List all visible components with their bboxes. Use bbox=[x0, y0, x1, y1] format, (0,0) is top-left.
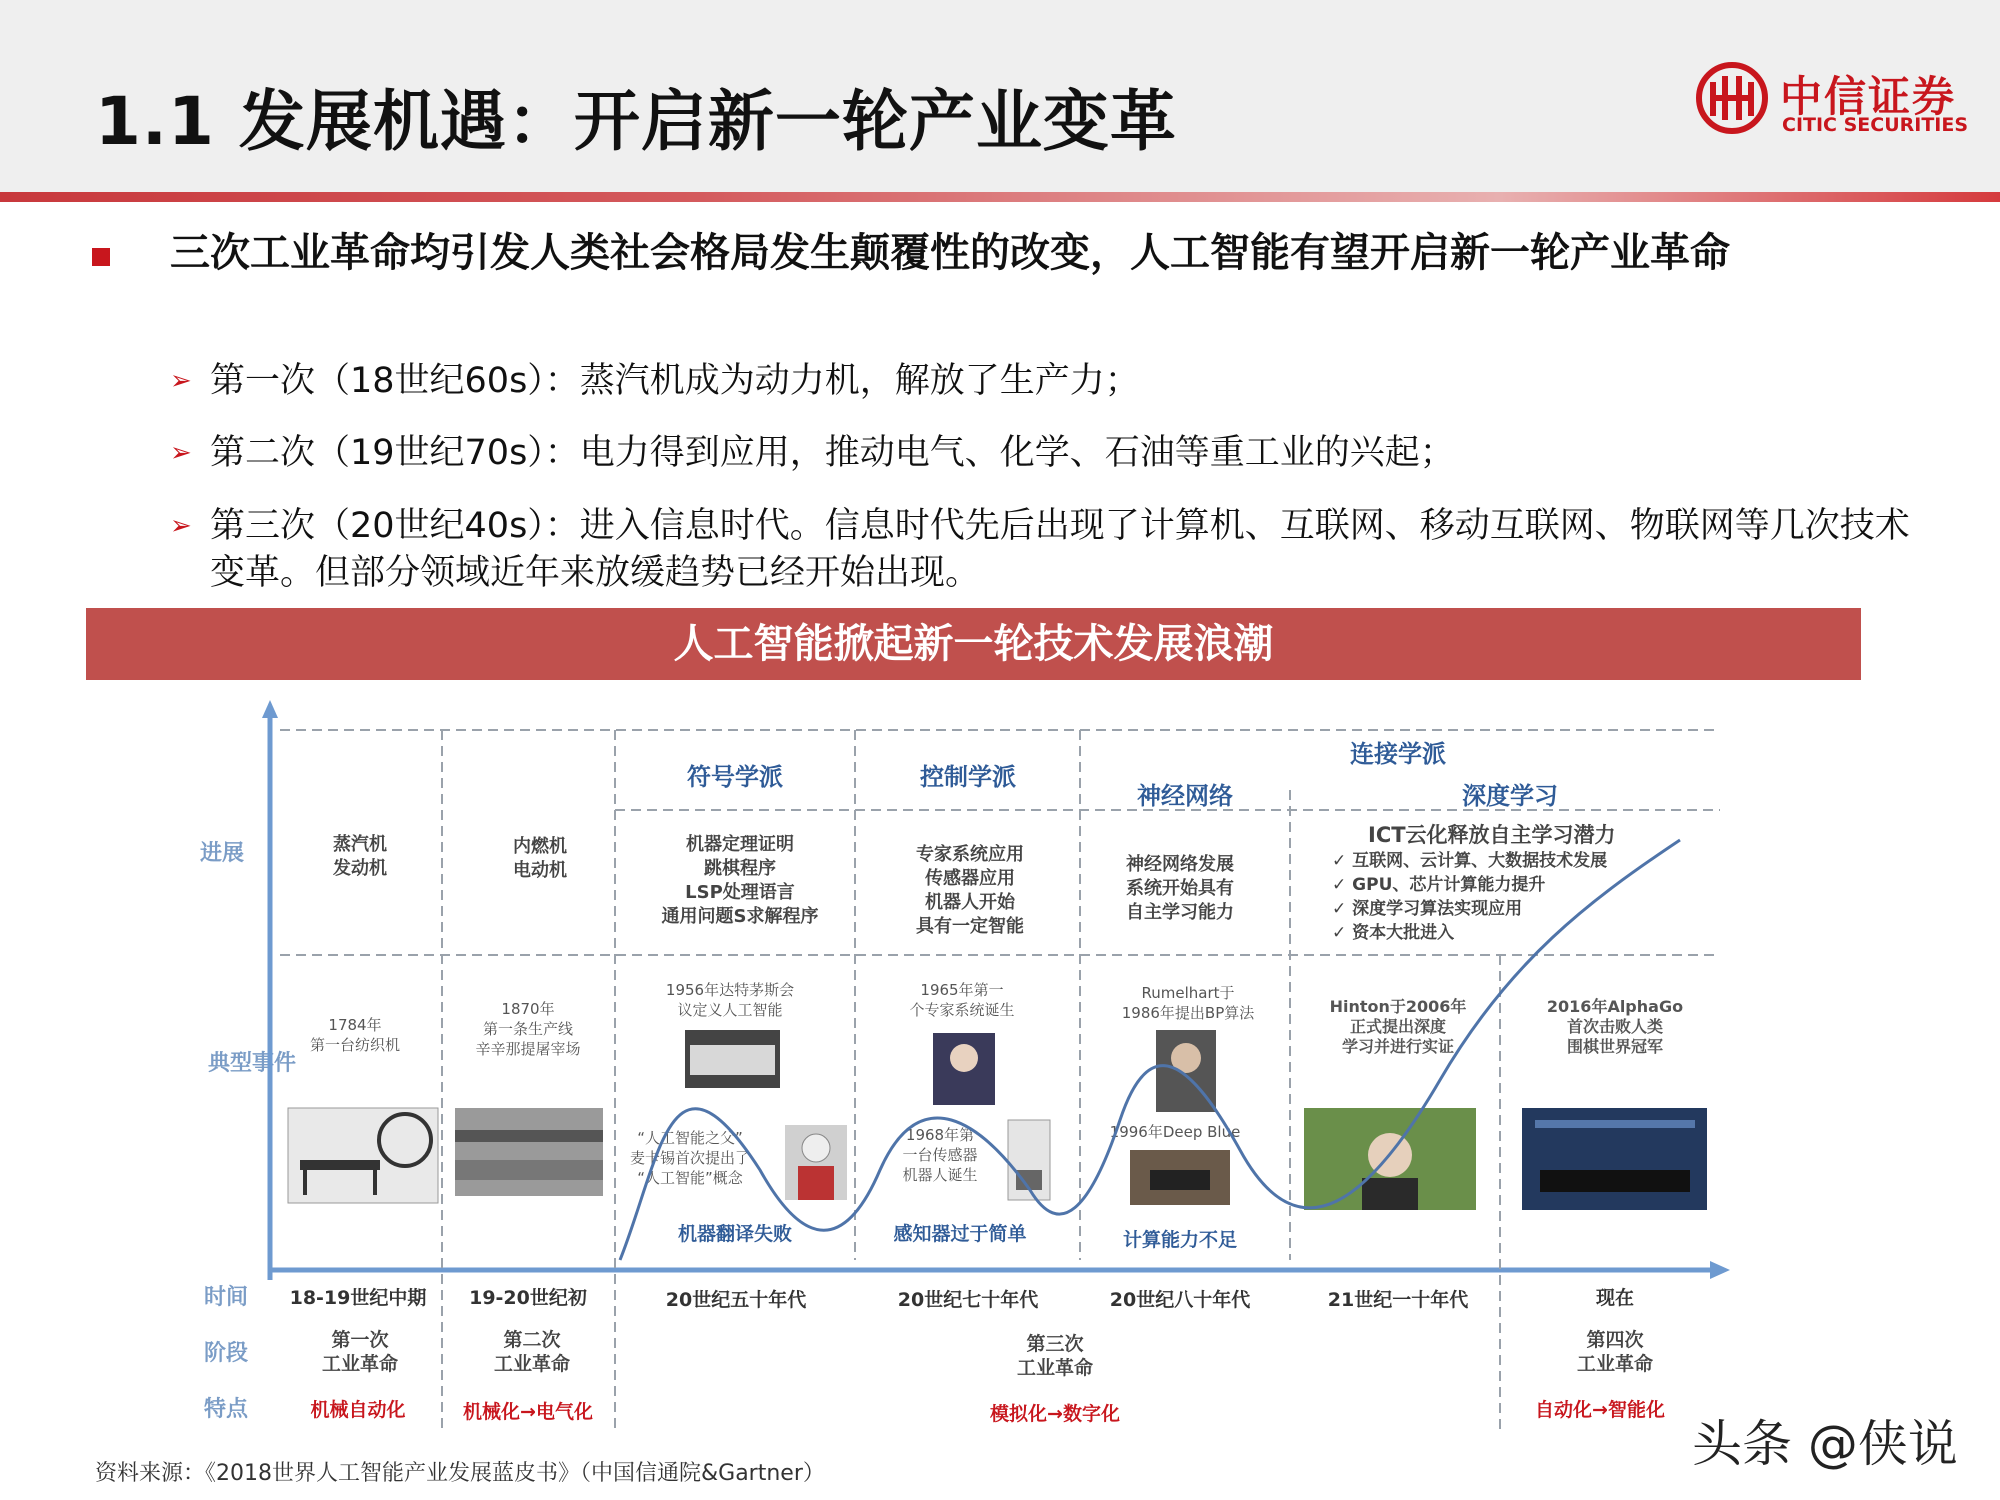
square-bullet-icon bbox=[92, 248, 110, 266]
school-symbolic: 符号学派 bbox=[687, 763, 783, 791]
ai-timeline-diagram bbox=[190, 700, 1750, 1430]
assembly-line-photo bbox=[455, 1108, 603, 1196]
row-label-feature: 特点 bbox=[204, 1397, 249, 1422]
progress-c1-l1: 蒸汽机 bbox=[333, 834, 387, 855]
feature-4: 自动化→智能化 bbox=[1535, 1399, 1665, 1421]
progress-c3-l4: 通用问题S求解程序 bbox=[661, 906, 819, 927]
mccarthy-photo bbox=[785, 1125, 847, 1200]
progress-c5-l1: 神经网络发展 bbox=[1126, 854, 1234, 875]
stage-4-l1: 第四次 bbox=[1586, 1329, 1644, 1351]
deep-blue-photo bbox=[1130, 1150, 1230, 1205]
event-3b-l2: 麦卡锡首次提出了 bbox=[629, 1149, 751, 1167]
page-title: 1.1 发展机遇：开启新一轮产业变革 bbox=[95, 83, 1177, 160]
main-point: 三次工业革命均引发人类社会格局发生颠覆性的改变，人工智能有望开启新一轮产业革命 bbox=[170, 230, 1730, 276]
progress-c6-item-2: ✓ GPU、芯片计算能力提升 bbox=[1332, 875, 1546, 895]
progress-c1-l2: 发动机 bbox=[333, 858, 387, 879]
header-divider bbox=[0, 192, 2000, 202]
row-label-time: 时间 bbox=[204, 1285, 249, 1310]
event-2-l1: 1870年 bbox=[501, 1000, 555, 1018]
event-5b: 1996年Deep Blue bbox=[1109, 1123, 1241, 1141]
event-1-l1: 1784年 bbox=[328, 1016, 382, 1034]
event-6-l2: 正式提出深度 bbox=[1349, 1017, 1447, 1036]
event-7-l1: 2016年AlphaGo bbox=[1546, 997, 1684, 1016]
row-label-progress: 进展 bbox=[200, 841, 245, 866]
progress-c6-item-4: ✓ 资本大批进入 bbox=[1332, 923, 1455, 943]
time-5: 20世纪八十年代 bbox=[1109, 1289, 1251, 1311]
event-4b-l2: 一台传感器 bbox=[902, 1146, 978, 1164]
citic-logo-icon bbox=[1696, 62, 1768, 134]
progress-c3-l2: 跳棋程序 bbox=[704, 858, 776, 879]
feature-3: 模拟化→数字化 bbox=[990, 1403, 1120, 1425]
section-banner bbox=[86, 608, 1861, 680]
progress-c6-item-3: ✓ 深度学习算法实现应用 bbox=[1332, 899, 1523, 919]
progress-c2-l1: 内燃机 bbox=[513, 836, 567, 857]
dartmouth-building-photo bbox=[685, 1030, 780, 1088]
school-connection: 连接学派 bbox=[1350, 740, 1446, 768]
alphago-photo bbox=[1522, 1108, 1707, 1210]
axis-arrow-right-icon bbox=[1710, 1261, 1730, 1279]
feature-2: 机械化→电气化 bbox=[463, 1401, 593, 1423]
progress-c3-l3: LSP处理语言 bbox=[685, 882, 795, 903]
banner-title: 人工智能掀起新一轮技术发展浪潮 bbox=[673, 621, 1274, 667]
progress-c3-l1: 机器定理证明 bbox=[686, 834, 794, 855]
progress-c5-l2: 系统开始具有 bbox=[1126, 878, 1234, 899]
row-label-events: 典型事件 bbox=[208, 1051, 297, 1076]
watermark: 头条 @侠说 bbox=[1692, 1415, 1958, 1473]
arrow-bullet-icon: ➢ bbox=[170, 366, 192, 396]
event-3b-l1: “人工智能之父” bbox=[637, 1129, 743, 1147]
event-7-l2: 首次击败人类 bbox=[1566, 1017, 1664, 1036]
source-note: 资料来源：《2018世界人工智能产业发展蓝皮书》（中国信通院&Gartner） bbox=[95, 1461, 825, 1486]
event-4-l1: 1965年第一 bbox=[920, 981, 1004, 999]
row-label-stage: 阶段 bbox=[204, 1341, 249, 1366]
expert-system-person-photo bbox=[933, 1033, 995, 1105]
loom-photo bbox=[288, 1108, 438, 1203]
event-1-l2: 第一台纺织机 bbox=[309, 1036, 401, 1054]
progress-c6-item-1: ✓ 互联网、云计算、大数据技术发展 bbox=[1332, 851, 1608, 871]
progress-c2-l2: 电动机 bbox=[513, 860, 567, 881]
time-2: 19-20世纪初 bbox=[469, 1287, 587, 1309]
event-2-l2: 第一条生产线 bbox=[482, 1020, 574, 1038]
setback-machine-translation: 机器翻译失败 bbox=[677, 1223, 793, 1245]
time-3: 20世纪五十年代 bbox=[665, 1289, 807, 1311]
event-3-l2: 议定义人工智能 bbox=[677, 1001, 783, 1019]
stage-3-l2: 工业革命 bbox=[1016, 1357, 1094, 1379]
progress-c4-l1: 专家系统应用 bbox=[916, 844, 1024, 865]
time-4: 20世纪七十年代 bbox=[897, 1289, 1039, 1311]
event-5-l1: Rumelhart于 bbox=[1141, 984, 1235, 1002]
time-1: 18-19世纪中期 bbox=[289, 1287, 427, 1309]
stage-2-l1: 第二次 bbox=[503, 1329, 561, 1351]
citic-logo bbox=[1696, 62, 1978, 142]
event-3-l1: 1956年达特茅斯会 bbox=[665, 981, 795, 999]
hinton-photo bbox=[1304, 1108, 1476, 1210]
stage-2-l2: 工业革命 bbox=[493, 1353, 571, 1375]
progress-c5-l3: 自主学习能力 bbox=[1126, 902, 1234, 923]
event-5-l2: 1986年提出BP算法 bbox=[1121, 1004, 1255, 1022]
progress-c6-title: ICT云化释放自主学习潜力 bbox=[1368, 823, 1616, 847]
arrow-bullet-icon: ➢ bbox=[170, 438, 192, 468]
stage-4-l2: 工业革命 bbox=[1576, 1353, 1654, 1375]
time-6: 21世纪一十年代 bbox=[1327, 1289, 1469, 1311]
arrow-bullet-icon: ➢ bbox=[170, 511, 192, 541]
axis-arrow-up-icon bbox=[262, 700, 278, 718]
school-neural-network: 神经网络 bbox=[1137, 782, 1233, 810]
logo-english-name: CITIC SECURITIES bbox=[1782, 114, 1969, 136]
sub-point-text: 第一次（18世纪60s）：蒸汽机成为动力机，解放了生产力； bbox=[210, 361, 1140, 401]
stage-3-l1: 第三次 bbox=[1026, 1333, 1084, 1355]
event-3b-l3: “人工智能”概念 bbox=[637, 1169, 743, 1187]
time-7: 现在 bbox=[1595, 1287, 1635, 1309]
logo-chinese-name: 中信证券 bbox=[1780, 72, 1957, 121]
event-4b-l3: 机器人诞生 bbox=[902, 1166, 978, 1184]
stage-1-l2: 工业革命 bbox=[321, 1353, 399, 1375]
event-6-l3: 学习并进行实证 bbox=[1341, 1037, 1455, 1056]
sub-point-text: 第二次（19世纪70s）：电力得到应用，推动电气、化学、石油等重工业的兴起； bbox=[210, 433, 1455, 473]
event-4-l2: 个专家系统诞生 bbox=[909, 1001, 1015, 1019]
setback-perceptron: 感知器过于简单 bbox=[893, 1223, 1027, 1245]
event-6-l1: Hinton于2006年 bbox=[1329, 997, 1467, 1016]
setback-compute: 计算能力不足 bbox=[1122, 1229, 1238, 1251]
school-control: 控制学派 bbox=[920, 763, 1016, 791]
feature-1: 机械自动化 bbox=[310, 1399, 406, 1421]
progress-c4-l2: 传感器应用 bbox=[925, 868, 1015, 889]
event-7-l3: 围棋世界冠军 bbox=[1566, 1037, 1664, 1056]
progress-c4-l3: 机器人开始 bbox=[925, 892, 1015, 913]
event-4b-l1: 1968年第 bbox=[905, 1126, 975, 1144]
school-deep-learning: 深度学习 bbox=[1462, 782, 1558, 810]
progress-c4-l4: 具有一定智能 bbox=[916, 916, 1024, 937]
event-2-l3: 辛辛那提屠宰场 bbox=[475, 1040, 581, 1058]
stage-1-l1: 第一次 bbox=[331, 1329, 389, 1351]
sub-point-text: 第三次（20世纪40s）：进入信息时代。信息时代先后出现了计算机、互联网、移动互联网、物联网等几次技术变革。但部分领域近年来放缓趋势已经开始出现。 bbox=[210, 506, 1910, 593]
